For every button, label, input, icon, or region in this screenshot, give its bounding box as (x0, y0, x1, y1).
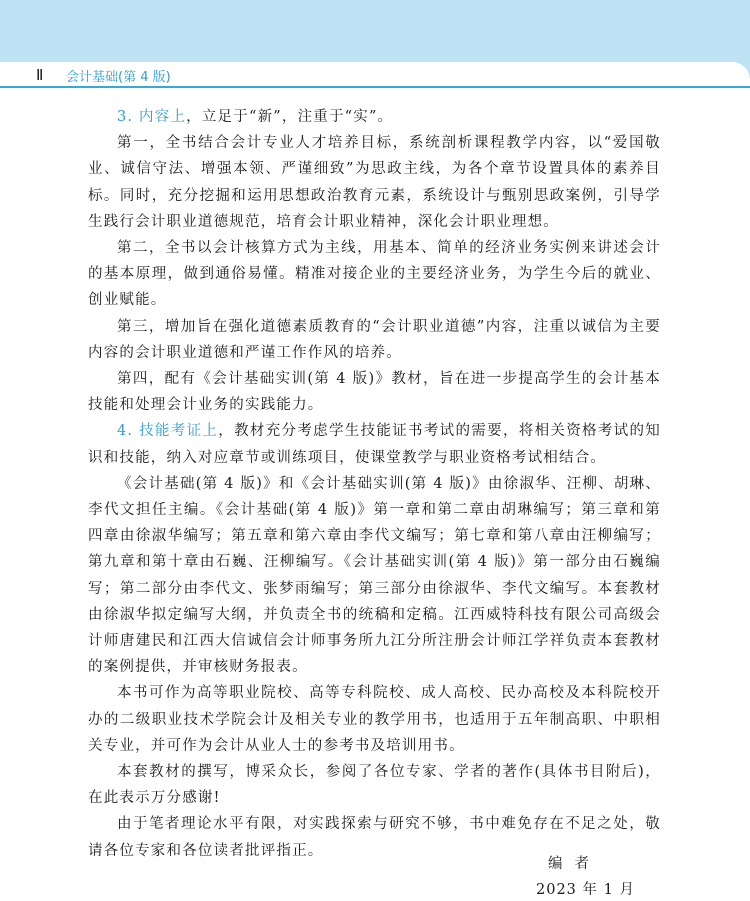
paragraph-text: ，教材充分考虑学生技能证书考试的需要，将相关资格考试的知识和技能，纳入对应章节或训练项目，使课堂教学与职业资格考试相结合。 (88, 423, 661, 466)
paragraph: 第一，全书结合会计专业人才培养目标，系统剖析课程教学内容，以“爱国敬业、诚信守法、增强本领、严谨细致”为思政主线，为各个章节设置具体的素养目标。同时，充分挖掘和运用思想政治教育元素，系统设计与甄别思政案例，引导学生践行会计职业道德规范，培育会计职业精神，深化会计职业理想。 (88, 135, 661, 230)
paragraph-text: ，立足于“新”，注重于“实”。 (186, 109, 394, 125)
paragraph: 第三，增加旨在强化道德素质教育的“会计职业道德”内容，注重以诚信为主要内容的会计职业道德和严谨工作作风的培养。 (88, 318, 661, 361)
paragraph: 《会计基础(第 4 版)》和《会计基础实训(第 4 版)》由徐淑华、汪柳、胡琳、李代文担任主编。《会计基础(第 4 版)》第一章和第二章由胡琳编写；第三章和第四章由徐淑华编写；第五章和第六章由李代文编写；第七章和第八章由汪柳编写；第九章和第十章由石巍、汪柳编写。《会计基础实训(第 4 版)》第一部分由石巍编写；第二部分由李代文、张梦雨编写；第三部分由徐淑华、李代文编写。本套教材由徐淑华拟定编写大纲，并负责全书的统稿和定稿。江西威特科技有限公司高级会计师唐建民和江西大信诚信会计师事务所九江分所注册会计师江学祥负责本套教材的案例提供，并审核财务报表。 (88, 475, 661, 676)
paragraph: 本套教材的撰写，博采众长，参阅了各位专家、学者的著作(具体书目附后)，在此表示万分感谢! (88, 764, 661, 807)
preface-body (88, 104, 661, 864)
paragraph-skills-point (88, 418, 661, 470)
paragraph: 第二，全书以会计核算方式为主线，用基本、简单的经济业务实例来讲述会计的基本原理，做到通俗易懂。精准对接企业的主要经济业务，为学生今后的就业、创业赋能。 (88, 240, 661, 309)
paragraph: 由于笔者理论水平有限，对实践探索与研究不够，书中难免存在不足之处，敬请各位专家和各位读者批评指正。 (88, 816, 661, 859)
author-signature: 编者 (548, 856, 601, 872)
paragraph: 本书可作为高等职业院校、高等专科院校、成人高校、民办高校及本科院校开办的二级职业技术学院会计及相关专业的教学用书，也适用于五年制高职、中职相关专业，并可作为会计从业人士的参考书及培训用书。 (88, 685, 661, 754)
point-marker: 3. 内容上 (117, 109, 187, 125)
paragraph: 第四，配有《会计基础实训(第 4 版)》教材，旨在进一步提高学生的会计基本技能和处理会计业务的实践能力。 (88, 371, 661, 414)
point-marker: 4. 技能考证上 (117, 423, 219, 440)
signature-date: 2023 年 1 月 (536, 882, 635, 898)
page-number: Ⅱ (36, 68, 43, 84)
running-title: 会计基础(第 4 版) (66, 70, 171, 85)
paragraph-content-point (88, 104, 661, 130)
